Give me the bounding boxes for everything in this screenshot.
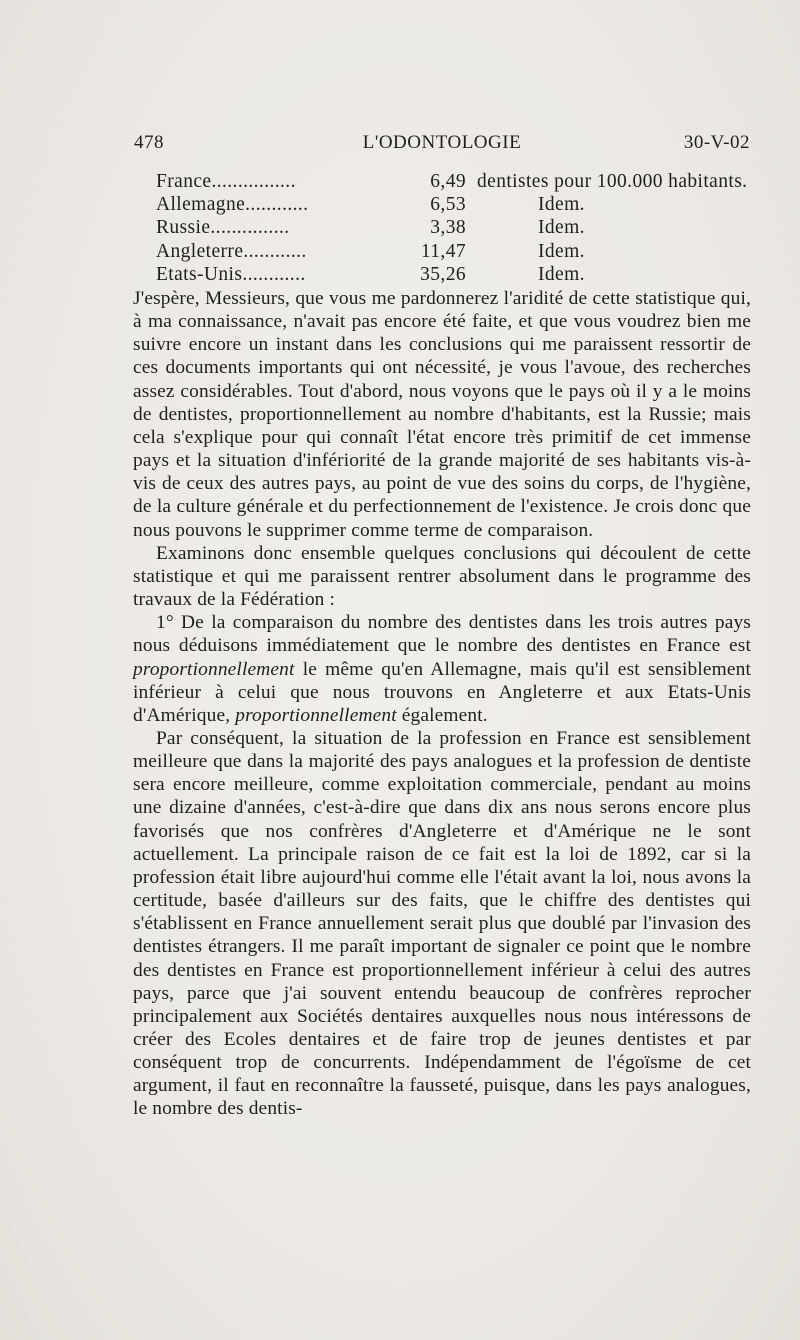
stat-value: 6,53	[430, 194, 466, 216]
country-name: France................	[156, 171, 296, 192]
paragraph-3-text-a: 1° De la comparaison du nombre des dentistes dans les trois autres pays nous déduisons immédiatement que le nombre des dentistes en France est	[133, 612, 751, 657]
country-name: Russie...............	[156, 217, 290, 239]
emphasis-proportionnellement-2: proportionnellement	[235, 704, 397, 726]
country-name: Angleterre............	[156, 240, 307, 262]
stat-value: 3,38	[430, 217, 466, 239]
country-name: Etats-Unis............	[156, 263, 306, 285]
page-number: 478	[134, 132, 164, 153]
paragraph-3	[133, 611, 751, 727]
stat-unit: dentistes pour 100.000 habitants.	[477, 171, 748, 192]
stat-value: 6,49	[430, 171, 466, 192]
stat-value: 35,26	[420, 263, 466, 285]
stat-row-allemagne	[156, 193, 756, 216]
stat-value: 11,47	[420, 240, 466, 262]
stat-row-france	[156, 170, 756, 193]
stat-idem: Idem.	[538, 194, 585, 216]
statistics-table	[156, 170, 756, 286]
paragraph-3-text-b: le même qu'en Allemagne, mais qu'il est sensiblement inférieur à celui que nous trouvons en Angleterre et aux Etats-Unis d'Amérique,	[133, 658, 751, 726]
paragraph-4: Par conséquent, la situation de la profession en France est sensiblement meilleure que dans la majorité des pays analogues et la profession de dentiste sera encore meilleure, comme exploitation commerciale, pendant au moins une dizaine d'années, c'est-à-dire que dans dix ans nous serons encore plus favorisés que nos confrères d'Angleterre et d'Amérique ne le sont actuellement. La principale raison de ce fait est la loi de 1892, car si la profession était libre aujourd'hui comme elle l'était avant la loi, nous avons la certitude, basée d'ailleurs sur des faits, que le chiffre des dentistes qui s'établissent en France annuellement serait plus que doublé par l'invasion des dentistes étrangers. Il me paraît important de signaler ce point que le nombre des dentistes en France est proportionnellement inférieur à celui des autres pays, parce que j'ai souvent entendu beaucoup de confrères reprocher principalement aux Sociétés dentaires auxquelles nous nous intéressons de créer des Ecoles dentaires et de faire trop de jeunes dentistes et par conséquent trop de concurrents. Indépendamment de l'égoïsme de cet argument, il faut en reconnaître la fausseté, puisque, dans les pays analogues, le nombre des dentis-	[133, 727, 751, 1120]
journal-title: L'ODONTOLOGIE	[362, 132, 522, 153]
emphasis-proportionnellement: proportionnellement	[133, 658, 295, 680]
paragraph-2: Examinons donc ensemble quelques conclusions qui découlent de cette statistique et qui me paraissent rentrer absolument dans le programme des travaux de la Fédération :	[133, 542, 751, 611]
stat-row-angleterre	[156, 240, 756, 263]
article-body	[133, 287, 751, 1121]
stat-row-russie	[156, 216, 756, 239]
paragraph-3-text-c: également.	[396, 704, 488, 726]
paragraph-1: J'espère, Messieurs, que vous me pardonnerez l'aridité de cette statistique qui, à ma connaissance, n'avait pas encore été faite, et que vous voudrez bien me suivre encore un instant dans les conclusions qui me paraissent ressortir de ces documents importants qui ont nécessité, je vous l'avoue, des recherches assez considérables. Tout d'abord, nous voyons que le pays où il y a le moins de dentistes, proportionnellement au nombre d'habitants, est la Russie; mais cela s'explique pour qui connaît l'état encore très primitif de cet immense pays et la situation d'infériorité de la grande majorité de ses habitants vis-à-vis de ceux des autres pays, au point de vue des soins du corps, de l'hygiène, de la culture générale et du perfectionnement de l'existence. Je crois donc que nous pouvons le supprimer comme terme de comparaison.	[133, 288, 751, 541]
country-name: Allemagne............	[156, 194, 309, 216]
stat-idem: Idem.	[538, 217, 585, 239]
issue-date: 30-V-02	[683, 132, 750, 153]
stat-idem: Idem.	[538, 240, 585, 262]
stat-idem: Idem.	[538, 263, 585, 285]
stat-row-etats-unis	[156, 263, 756, 286]
running-header	[134, 132, 750, 158]
